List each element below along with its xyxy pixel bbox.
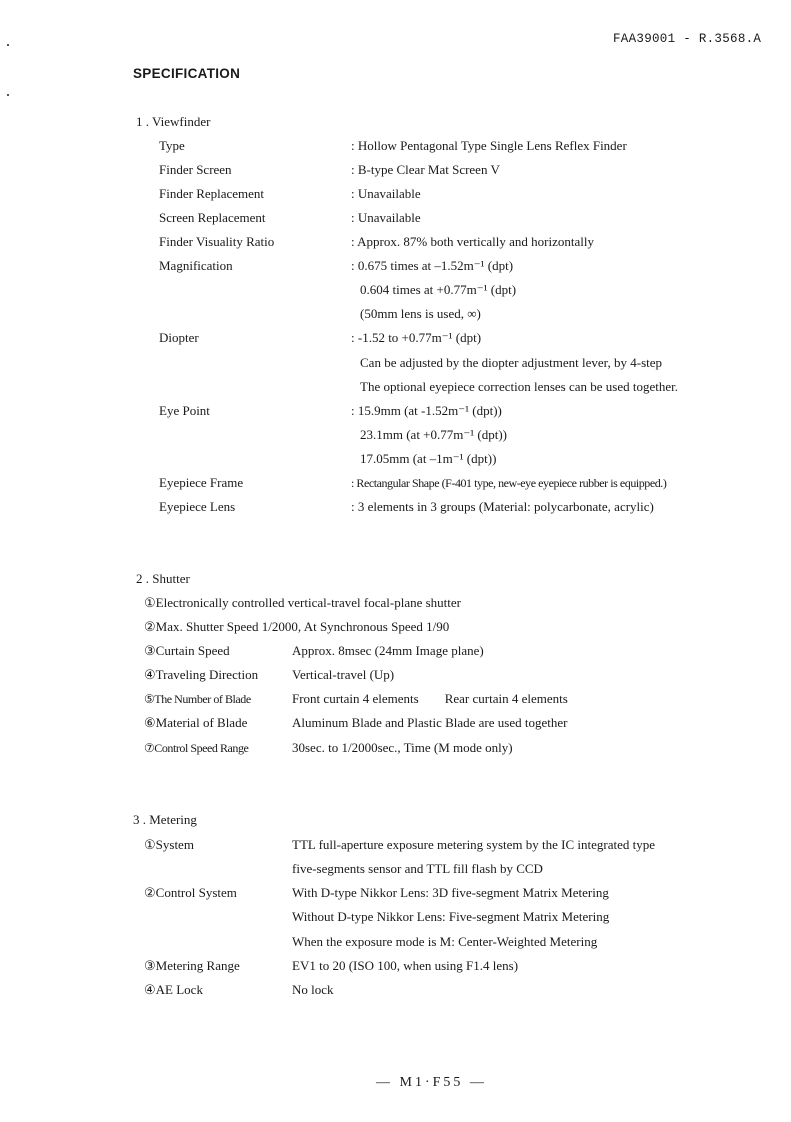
spec-value: : Hollow Pentagonal Type Single Lens Reflex Finder (351, 138, 627, 153)
spec-label: Eye Point (159, 403, 210, 418)
page-heading: SPECIFICATION (133, 66, 241, 81)
spec-value: : Rectangular Shape (F-401 type, new-eye eyepiece rubber is equipped.) (351, 476, 667, 490)
spec-label: ⑦Control Speed Range (144, 741, 249, 755)
spec-value-continued: 17.05mm (at –1m⁻¹ (dpt)) (360, 451, 497, 466)
spec-label: Screen Replacement (159, 210, 266, 225)
spec-value: No lock (292, 982, 334, 997)
spec-label: Finder Visuality Ratio (159, 234, 275, 249)
page-footer: — M1·F55 — (376, 1075, 487, 1090)
spec-value-continued: When the exposure mode is M: Center-Weighted Metering (292, 934, 598, 949)
scan-speck (7, 94, 9, 96)
spec-value-continued: Without D-type Nikkor Lens: Five-segment Matrix Metering (292, 909, 610, 924)
spec-value-continued: five-segments sensor and TTL fill flash by CCD (292, 861, 543, 876)
spec-label: ③Curtain Speed (144, 643, 230, 658)
spec-value: : 15.9mm (at -1.52m⁻¹ (dpt)) (351, 403, 502, 418)
spec-label: ②Control System (144, 885, 237, 900)
spec-label: Finder Screen (159, 162, 232, 177)
spec-value-continued: 0.604 times at +0.77m⁻¹ (dpt) (360, 282, 517, 297)
spec-value: : 0.675 times at –1.52m⁻¹ (dpt) (351, 258, 514, 273)
spec-label: ④AE Lock (144, 982, 203, 997)
spec-item: ①Electronically controlled vertical-travel focal-plane shutter (144, 595, 462, 610)
section-title-viewfinder: 1 . Viewfinder (136, 114, 211, 129)
spec-value-continued: (50mm lens is used, ∞) (360, 306, 481, 321)
spec-value-continued: Can be adjusted by the diopter adjustment lever, by 4-step (360, 355, 663, 370)
spec-label: Eyepiece Frame (159, 475, 244, 490)
spec-value-continued: 23.1mm (at +0.77m⁻¹ (dpt)) (360, 427, 507, 442)
scan-speck (7, 44, 9, 46)
spec-value: : Unavailable (351, 210, 421, 225)
spec-label: ④Traveling Direction (144, 667, 259, 682)
spec-label: ⑤The Number of Blade (144, 692, 251, 706)
spec-label: ①System (144, 837, 194, 852)
spec-label: ③Metering Range (144, 958, 240, 973)
spec-label: Finder Replacement (159, 186, 265, 201)
spec-label: Magnification (159, 258, 233, 273)
spec-value: : 3 elements in 3 groups (Material: polycarbonate, acrylic) (351, 499, 654, 514)
spec-value: Vertical-travel (Up) (292, 667, 395, 682)
spec-value-continued: The optional eyepiece correction lenses can be used together. (360, 379, 679, 394)
spec-value: Aluminum Blade and Plastic Blade are used together (292, 715, 568, 730)
section-title-metering: 3 . Metering (133, 812, 197, 827)
spec-value: : Unavailable (351, 186, 421, 201)
spec-value: 30sec. to 1/2000sec., Time (M mode only) (292, 740, 513, 755)
spec-value: With D-type Nikkor Lens: 3D five-segment Matrix Metering (292, 885, 609, 900)
spec-label: Eyepiece Lens (159, 499, 236, 514)
spec-value: Front curtain 4 elements Rear curtain 4 elements (292, 691, 568, 706)
spec-value: : -1.52 to +0.77m⁻¹ (dpt) (351, 330, 482, 345)
spec-value: Approx. 8msec (24mm Image plane) (292, 643, 484, 658)
spec-value: : Approx. 87% both vertically and horizontally (351, 234, 594, 249)
spec-value: : B-type Clear Mat Screen V (351, 162, 500, 177)
spec-label: ⑥Material of Blade (144, 715, 248, 730)
spec-value: TTL full-aperture exposure metering system by the IC integrated type (292, 837, 656, 852)
spec-label: Type (159, 138, 185, 153)
spec-label: Diopter (159, 330, 199, 345)
section-title-shutter: 2 . Shutter (136, 571, 190, 586)
spec-value: EV1 to 20 (ISO 100, when using F1.4 lens) (292, 958, 519, 973)
document-number: FAA39001 - R.3568.A (613, 32, 762, 46)
spec-item: ②Max. Shutter Speed 1/2000, At Synchronous Speed 1/90 (144, 619, 450, 634)
